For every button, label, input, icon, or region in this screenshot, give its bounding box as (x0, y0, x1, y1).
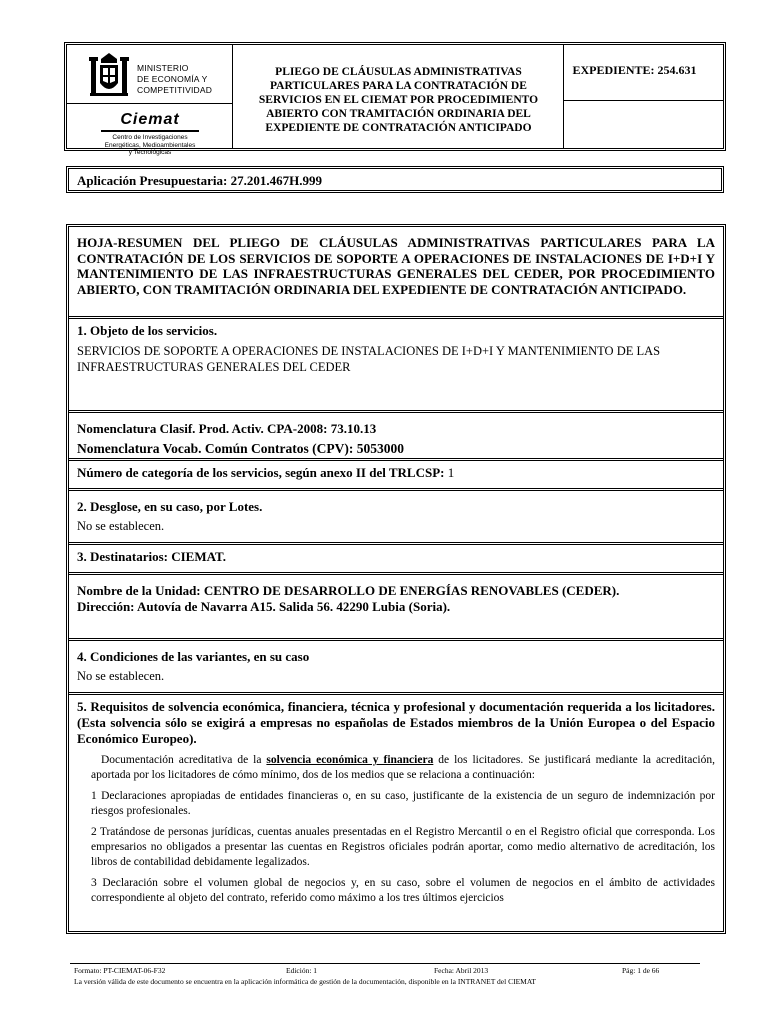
cpa-code: Nomenclatura Clasif. Prod. Activ. CPA-2008: 73.10.13 (77, 421, 377, 436)
section-desglose (69, 491, 723, 545)
section-unidad (69, 575, 723, 641)
solvencia-heading: 5. Requisitos de solvencia económica, financiera, técnica y profesional y documentación requerida a los licitadores. (Esta solvencia sólo se exigirá a empresas no españolas de Estados miembros de la Unión Europea o del Espacio Económico Europeo). (77, 699, 715, 746)
ciemat-wordmark: Ciemat (101, 111, 199, 132)
solvencia-intro: Documentación acreditativa de la solvencia económica y financiera de los licitadores. Se justificará mediante la acreditación, aportada por los licitadores de cómo mínimo, dos de los medios que se relaciona a continuación: (91, 754, 716, 781)
cpv-code: Nomenclatura Vocab. Común Contratos (CPV): 5053000 (77, 441, 404, 456)
expediente-cell (564, 45, 723, 148)
variantes-text: No se establecen. (77, 669, 165, 683)
desglose-heading: 2. Desglose, en su caso, por Lotes. (77, 499, 263, 514)
ciemat-logo (101, 111, 199, 157)
unidad-address: Dirección: Autovía de Navarra A15. Salida 56. 42290 Lubia (Soria). (77, 599, 451, 614)
document-header (64, 42, 726, 156)
solvencia-item-1: 1 Declaraciones apropiadas de entidades financieras o, en su caso, justificante de la existencia de un seguro de indemnización por riesgos profesionales. (91, 790, 715, 817)
destinatarios-heading: 3. Destinatarios: CIEMAT. (77, 549, 227, 564)
footer-divider (70, 963, 700, 964)
expediente-number: EXPEDIENTE: 254.631 (564, 45, 723, 101)
section-objeto (69, 319, 723, 413)
footer-pagina: Pág: 1 de 66 (622, 966, 660, 975)
footer-meta (74, 966, 700, 975)
solvencia-item-3: 3 Declaración sobre el volumen global de negocios y, en su caso, sobre el volumen de negocios en el ámbito de actividades correspondiente al objeto del contrato, referido como máximo a los tres últimos ejercicios (91, 877, 715, 904)
desglose-text: No se establecen. (77, 519, 165, 533)
variantes-heading: 4. Condiciones de las variantes, en su caso (77, 649, 310, 664)
footer-formato: Formato: PT-CIEMAT-06-F32 (74, 966, 166, 975)
footer-fecha: Fecha: Abril 2013 (434, 966, 489, 975)
unidad-name: Nombre de la Unidad: CENTRO DE DESARROLLO DE ENERGÍAS RENOVABLES (CEDER). (77, 583, 620, 598)
footer-note: La versión válida de este documento se encuentra en la aplicación informática de gestión de la documentación, disponible en la INTRANET del CIEMAT (74, 977, 537, 986)
logo-divider (67, 103, 232, 104)
hoja-resumen-title: HOJA-RESUMEN DEL PLIEGO DE CLÁUSULAS ADMINISTRATIVAS PARTICULARES PARA LA CONTRATACIÓN DE LOS SERVICIOS DE SOPORTE A OPERACIONES DE INSTALACIONES DE I+D+I Y MANTENIMIENTO DE LAS INFRAESTRUCTURAS GENERALES DEL CEDER, POR PROCEDIMIENTO ABIERTO, CON TRAMITACIÓN ORDINARIA DEL EXPEDIENTE DE CONTRATACIÓN ANTICIPADO. (69, 227, 723, 319)
solvencia-economica-link: solvencia económica y financiera (266, 754, 434, 766)
logos-cell (67, 45, 233, 156)
section-nomenclatura (69, 413, 723, 461)
objeto-heading: 1. Objeto de los servicios. (77, 323, 218, 338)
section-categoria (69, 461, 723, 491)
categoria-value: 1 (444, 465, 455, 480)
footer-edicion: Edición: 1 (286, 966, 318, 975)
spain-coat-of-arms-icon (87, 51, 131, 101)
objeto-text: SERVICIOS DE SOPORTE A OPERACIONES DE INSTALACIONES DE I+D+I Y MANTENIMIENTO DE LAS INFRAESTRUCTURAS GENERALES DEL CEDER (77, 344, 661, 374)
section-variantes (69, 641, 723, 695)
pliego-title: PLIEGO DE CLÁUSULAS ADMINISTRATIVAS PARTICULARES PARA LA CONTRATACIÓN DE SERVICIOS EN EL CIEMAT POR PROCEDIMIENTO ABIERTO CON TRAMITACIÓN ORDINARIA DEL EXPEDIENTE DE CONTRATACIÓN ANTICIPADO (233, 45, 564, 148)
categoria-label: Número de categoría de los servicios, según anexo II del TRLCSP: (77, 465, 445, 480)
ministry-name: MINISTERIO DE ECONOMÍA Y COMPETITIVIDAD (137, 63, 213, 95)
section-solvencia (69, 695, 723, 937)
ciemat-subtitle: Centro de Investigaciones Energéticas, Medioambientales y Tecnológicas (104, 134, 196, 156)
solvencia-item-2: 2 Tratándose de personas jurídicas, cuentas anuales presentadas en el Registro Mercantil o en el Registro oficial que corresponda. Los empresarios no obligados a presentar las cuentas en Registros oficiales podrán aportar, como medio alternativo de acreditación, los libros de contabilidad debidamente legalizados. (91, 826, 715, 868)
hoja-resumen-table (66, 224, 726, 934)
section-destinatarios (69, 545, 723, 575)
aplicacion-presupuestaria: Aplicación Presupuestaria: 27.201.467H.999 (66, 166, 724, 193)
